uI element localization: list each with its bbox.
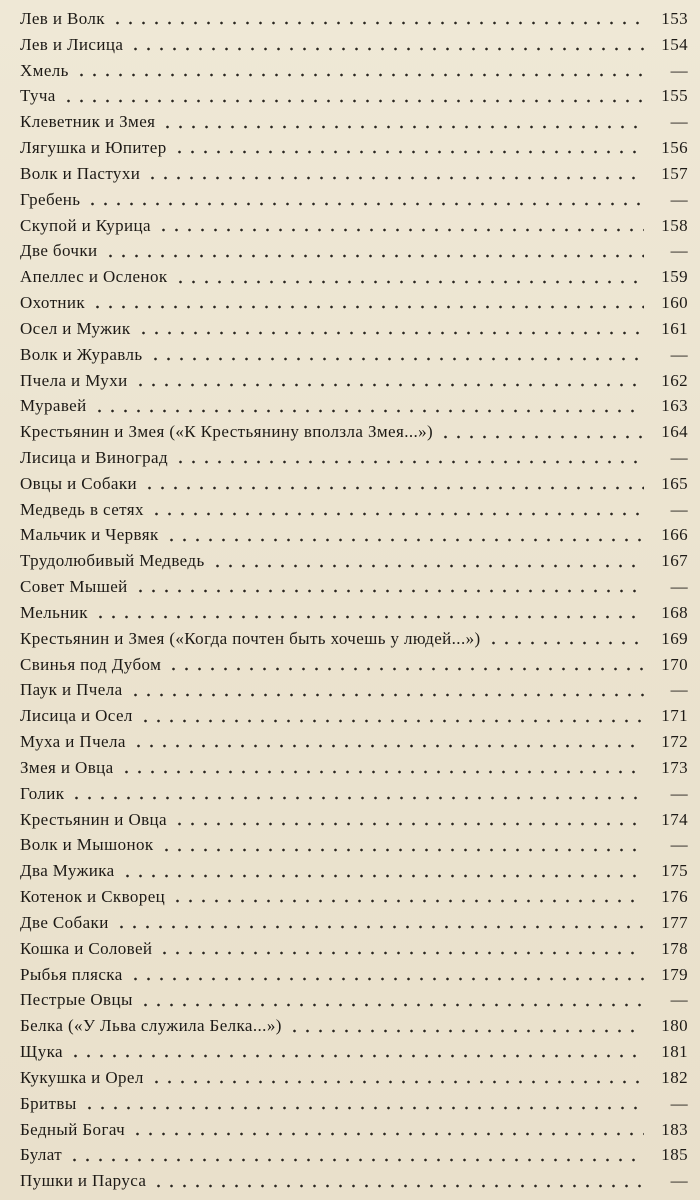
dot-leader: [129, 962, 644, 988]
toc-entry-page: 165: [661, 473, 688, 493]
dot-leader: [83, 1091, 644, 1117]
toc-entry-page: 178: [661, 938, 688, 958]
dot-leader: [70, 781, 644, 807]
toc-entry-title: Пушки и Паруса: [20, 1171, 147, 1191]
toc-entry: [20, 574, 688, 600]
toc-entry-page: —: [670, 835, 688, 855]
toc-entry-page: 177: [661, 912, 688, 932]
toc-entry-title: Гребень: [20, 189, 81, 209]
dot-leader: [160, 833, 644, 859]
toc-entry-title: Лев и Волк: [20, 8, 105, 28]
dot-leader: [174, 445, 644, 471]
toc-entry-page: 172: [661, 732, 688, 752]
toc-entry-title: Медведь в сетях: [20, 499, 144, 519]
toc-entry-page: 185: [661, 1145, 688, 1165]
toc-entry-title: Щука: [20, 1042, 64, 1062]
toc-entry-page: 176: [661, 887, 688, 907]
dot-leader: [93, 393, 644, 419]
dot-leader: [165, 523, 644, 549]
toc-entry: [20, 987, 688, 1013]
toc-entry-page: 173: [661, 757, 688, 777]
dot-leader: [150, 497, 644, 523]
toc-entry-page: —: [670, 344, 688, 364]
toc-entry: [20, 678, 688, 704]
toc-entry-page: 180: [661, 1016, 688, 1036]
toc-entry: [20, 187, 688, 213]
toc-entry-page: 154: [661, 34, 688, 54]
dot-leader: [158, 936, 644, 962]
toc-entry-title: Рыбья пляска: [20, 964, 123, 984]
dot-leader: [161, 109, 644, 135]
toc-entry: [20, 807, 688, 833]
toc-entry: [20, 833, 688, 859]
dot-leader: [171, 884, 644, 910]
toc-entry-page: 175: [661, 861, 688, 881]
dot-leader: [174, 264, 644, 290]
toc-entry: [20, 703, 688, 729]
toc-entry: [20, 32, 688, 58]
toc-entry: [20, 238, 688, 264]
toc-entry: [20, 83, 688, 109]
toc-entry-title: Совет Мышей: [20, 577, 128, 597]
toc-entry-title: Осел и Мужик: [20, 318, 131, 338]
toc-entry-page: 181: [661, 1042, 688, 1062]
toc-entry: [20, 471, 688, 497]
toc-entry-title: Булат: [20, 1145, 63, 1165]
toc-entry-title: Кошка и Соловей: [20, 938, 153, 958]
toc-entry: [20, 936, 688, 962]
toc-entry-title: Апеллес и Осленок: [20, 267, 168, 287]
toc-entry-title: Бритвы: [20, 1093, 77, 1113]
toc-entry-title: Голик: [20, 783, 65, 803]
dot-leader: [439, 419, 644, 445]
toc-entry-page: 158: [661, 215, 688, 235]
toc-entry: [20, 884, 688, 910]
toc-entry: [20, 729, 688, 755]
toc-entry-title: Муравей: [20, 396, 87, 416]
dot-leader: [134, 574, 644, 600]
toc-entry-title: Туча: [20, 86, 56, 106]
dot-leader: [68, 1142, 644, 1168]
toc-entry: [20, 1091, 688, 1117]
dot-leader: [134, 368, 644, 394]
toc-entry-title: Овцы и Собаки: [20, 473, 138, 493]
toc-entry: [20, 910, 688, 936]
dot-leader: [157, 213, 644, 239]
dot-leader: [152, 1168, 644, 1194]
toc-entry-title: Две Собаки: [20, 912, 109, 932]
toc-entry: [20, 1142, 688, 1168]
dot-leader: [211, 548, 644, 574]
toc-entry: [20, 781, 688, 807]
dot-leader: [120, 755, 644, 781]
toc-entry-title: Крестьянин и Змея («Когда почтен быть хочешь у людей...»): [20, 628, 481, 648]
toc-entry-title: Два Мужика: [20, 861, 115, 881]
dot-leader: [62, 83, 644, 109]
dot-leader: [139, 703, 644, 729]
toc-entry-page: 171: [661, 706, 688, 726]
dot-leader: [132, 729, 644, 755]
toc-entry: [20, 1039, 688, 1065]
dot-leader: [129, 678, 644, 704]
toc-entry: [20, 419, 688, 445]
toc-entry: [20, 316, 688, 342]
toc-entry-page: 160: [661, 293, 688, 313]
toc-entry-title: Мальчик и Червяк: [20, 525, 159, 545]
dot-leader: [104, 238, 644, 264]
dot-leader: [173, 807, 644, 833]
toc-entry-title: Хмель: [20, 60, 69, 80]
toc-entry: [20, 497, 688, 523]
toc-entry-page: —: [670, 1171, 688, 1191]
toc-entry-page: 161: [661, 318, 688, 338]
toc-entry-title: Две бочки: [20, 241, 98, 261]
dot-leader: [288, 1013, 644, 1039]
toc-entry-title: Волк и Мышонок: [20, 835, 154, 855]
toc-entry-page: —: [670, 447, 688, 467]
toc-entry-title: Крестьянин и Змея («К Крестьянину вползла Змея...»): [20, 422, 434, 442]
toc-entry-title: Змея и Овца: [20, 757, 114, 777]
toc-entry-title: Скупой и Курица: [20, 215, 151, 235]
dot-leader: [487, 626, 644, 652]
toc-entry-page: —: [670, 241, 688, 261]
toc-entry: [20, 1168, 688, 1194]
toc-entry-title: Кукушка и Орел: [20, 1067, 144, 1087]
toc-entry-page: —: [670, 112, 688, 132]
dot-leader: [146, 161, 644, 187]
toc-entry-title: Паук и Пчела: [20, 680, 123, 700]
toc-entry: [20, 290, 688, 316]
toc-entry-title: Клеветник и Змея: [20, 112, 156, 132]
toc-entry-title: Лисица и Осел: [20, 706, 133, 726]
toc-entry-page: 174: [661, 809, 688, 829]
toc-entry-title: Белка («У Льва служила Белка...»): [20, 1016, 282, 1036]
toc-entry: [20, 523, 688, 549]
dot-leader: [167, 652, 644, 678]
dot-leader: [115, 910, 644, 936]
toc-entry-page: 183: [661, 1119, 688, 1139]
toc-entry-page: —: [670, 1093, 688, 1113]
dot-leader: [94, 600, 644, 626]
toc-entry-page: —: [670, 577, 688, 597]
table-of-contents: [20, 6, 688, 1194]
dot-leader: [149, 342, 644, 368]
toc-entry-title: Крестьянин и Овца: [20, 809, 167, 829]
toc-entry: [20, 755, 688, 781]
dot-leader: [139, 987, 644, 1013]
toc-entry-title: Пестрые Овцы: [20, 990, 133, 1010]
toc-entry: [20, 135, 688, 161]
toc-entry-title: Охотник: [20, 293, 86, 313]
toc-entry: [20, 6, 688, 32]
toc-entry: [20, 109, 688, 135]
toc-entry-title: Волк и Пастухи: [20, 163, 141, 183]
toc-entry: [20, 626, 688, 652]
toc-entry: [20, 161, 688, 187]
toc-entry: [20, 548, 688, 574]
toc-entry: [20, 1065, 688, 1091]
toc-entry-page: 156: [661, 138, 688, 158]
toc-entry-page: 159: [661, 267, 688, 287]
toc-entry-title: Волк и Журавль: [20, 344, 143, 364]
toc-entry-title: Трудолюбивый Медведь: [20, 551, 205, 571]
toc-entry-page: —: [670, 60, 688, 80]
toc-entry-page: 167: [661, 551, 688, 571]
toc-entry-title: Мельник: [20, 602, 88, 622]
toc-entry-page: 170: [661, 654, 688, 674]
toc-entry-page: 169: [661, 628, 688, 648]
toc-entry-page: 155: [661, 86, 688, 106]
toc-entry: [20, 858, 688, 884]
toc-entry-page: —: [670, 990, 688, 1010]
toc-entry: [20, 393, 688, 419]
dot-leader: [143, 471, 644, 497]
toc-entry-title: Бедный Богач: [20, 1119, 126, 1139]
dot-leader: [129, 32, 644, 58]
toc-entry-page: 157: [661, 163, 688, 183]
toc-entry: [20, 445, 688, 471]
toc-entry: [20, 962, 688, 988]
toc-entry: [20, 1013, 688, 1039]
toc-entry-page: 168: [661, 602, 688, 622]
toc-entry-page: —: [670, 499, 688, 519]
dot-leader: [137, 316, 644, 342]
dot-leader: [91, 290, 644, 316]
toc-entry: [20, 58, 688, 84]
dot-leader: [86, 187, 644, 213]
toc-entry-title: Лисица и Виноград: [20, 447, 169, 467]
toc-entry-page: —: [670, 189, 688, 209]
toc-entry-page: 179: [661, 964, 688, 984]
toc-entry-title: Пчела и Мухи: [20, 370, 128, 390]
toc-entry-page: 162: [661, 370, 688, 390]
toc-entry-page: 182: [661, 1067, 688, 1087]
dot-leader: [173, 135, 644, 161]
toc-entry-title: Лягушка и Юпитер: [20, 138, 167, 158]
toc-entry-page: —: [670, 680, 688, 700]
toc-entry-page: 163: [661, 396, 688, 416]
dot-leader: [150, 1065, 644, 1091]
toc-entry-page: 153: [661, 8, 688, 28]
toc-entry-page: 166: [661, 525, 688, 545]
dot-leader: [75, 58, 644, 84]
dot-leader: [121, 858, 644, 884]
toc-entry-page: —: [670, 783, 688, 803]
toc-entry: [20, 600, 688, 626]
dot-leader: [69, 1039, 644, 1065]
dot-leader: [131, 1117, 644, 1143]
toc-entry: [20, 1117, 688, 1143]
toc-entry-page: 164: [661, 422, 688, 442]
toc-entry-title: Муха и Пчела: [20, 732, 126, 752]
toc-entry: [20, 264, 688, 290]
toc-entry: [20, 213, 688, 239]
toc-entry: [20, 368, 688, 394]
toc-entry-title: Котенок и Скворец: [20, 887, 166, 907]
toc-entry: [20, 652, 688, 678]
dot-leader: [111, 6, 644, 32]
toc-entry: [20, 342, 688, 368]
toc-entry-title: Лев и Лисица: [20, 34, 124, 54]
toc-entry-title: Свинья под Дубом: [20, 654, 162, 674]
